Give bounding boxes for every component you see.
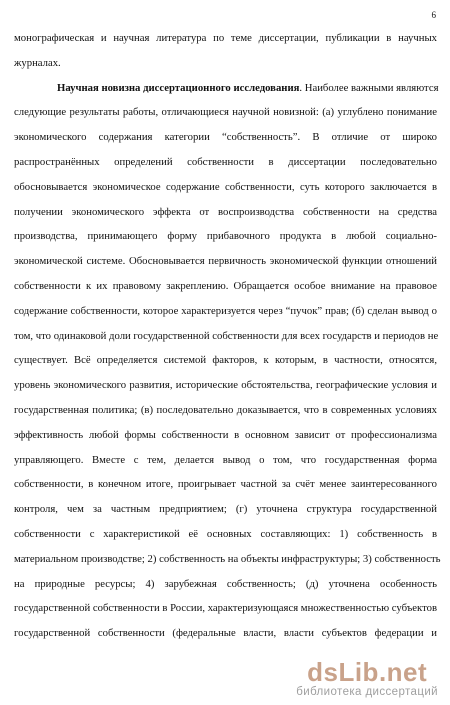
text-line: следующие результаты работы, отличающиеся научной новизной: (а) углублено понимание (14, 106, 437, 119)
text-line: собственности к их правовому закреплению. Обращается особое внимание на правовое (14, 279, 437, 292)
text-line: управляющего. Вместе с тем, делается вывод о том, что государственная форма (14, 453, 437, 466)
dslib-watermark (296, 658, 438, 699)
body-text (14, 31, 441, 651)
page-number: 6 (431, 10, 436, 20)
text-line: распространённых определений собственности в диссертации последовательно (14, 155, 437, 168)
text-line: обосновывается экономическое содержание собственности, суть которого заключается в (14, 180, 437, 193)
text-line: государственная политика; (в) последовательно доказывается, что в современных условиях (14, 403, 437, 416)
text-line: государственной собственности в России, характеризующаяся множественностью субъектов (14, 602, 437, 615)
text-line: монографическая и научная литература по теме диссертации, публикации в научных (14, 32, 437, 44)
text-line: контроля, чем за частным предприятием; (г) уточнена структура государственной (14, 503, 437, 516)
text-line: уровень экономического развития, исторические обстоятельства, географические условия и (14, 379, 437, 392)
text-line: том, что одинаковой доли государственной собственности для всех государств и периодов не (14, 329, 439, 342)
text-line: материальном производстве; 2) собственность на объекты инфраструктуры; 3) собственность (14, 552, 441, 565)
section-heading: Научная новизна диссертационного исследования (57, 81, 300, 94)
text-line: собственности с характеристикой её основных составляющих: 1) собственность в (14, 527, 437, 540)
text-line: на природные ресурсы; 4) зарубежная собственность; (д) уточнена особенность (14, 577, 437, 590)
text-line: журналах. (14, 56, 61, 69)
watermark-subtitle: библиотека диссертаций (296, 686, 438, 698)
text-line: существует. Всё определяется системой факторов, к которым, в частности, относятся, (14, 354, 437, 367)
text-line: государственной собственности (федеральные власти, власти субъектов федерации и (14, 627, 437, 640)
text-line: получении экономического эффекта от воспроизводства собственности на средства (14, 205, 437, 218)
text-line: собственности, в конечном итоге, проигрывает частной за счёт менее заинтересованного (14, 478, 437, 491)
text-line: эффективность любой формы собственности в основном зависит от профессионализма (14, 428, 437, 441)
watermark-logo: dsLib.net (307, 657, 428, 687)
heading-tail: . Наиболее важными являются (299, 81, 439, 94)
text-line: содержание собственности, которое характеризуется через “пучок” прав; (б) сделан вывод о (14, 304, 437, 317)
text-line: экономического содержания категории “собственность”. В отличие от широко (14, 131, 437, 144)
text-line: экономической системе. Обосновывается первичность экономической функции отношений (14, 255, 437, 268)
novelty-paragraph-start (14, 81, 437, 106)
text-line: производства, принимающего форму прибавочного продукта в любой социально- (14, 230, 437, 243)
